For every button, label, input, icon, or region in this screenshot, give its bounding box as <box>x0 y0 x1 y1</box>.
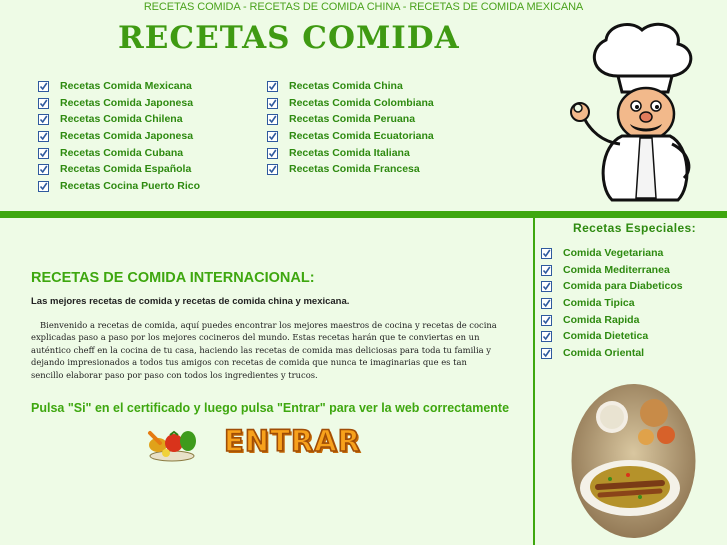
site-title: RECETAS COMIDA <box>118 20 460 56</box>
category-link[interactable] <box>38 95 200 112</box>
category-label[interactable]: Recetas Comida Francesa <box>289 163 420 176</box>
category-link[interactable] <box>38 111 200 128</box>
category-label[interactable]: Recetas Comida Ecuatoriana <box>289 130 434 143</box>
special-label[interactable]: Comida para Diabeticos <box>563 280 683 293</box>
checkbox-checked-icon <box>38 181 49 192</box>
specials-list <box>541 245 683 362</box>
special-label[interactable]: Comida Tipica <box>563 297 635 310</box>
category-link[interactable] <box>267 78 434 95</box>
category-list-right <box>267 78 434 178</box>
enter-button[interactable]: ENTRAR <box>224 424 361 458</box>
special-label[interactable]: Comida Rapida <box>563 313 640 326</box>
special-link[interactable] <box>541 295 683 312</box>
category-label[interactable]: Recetas Comida Italiana <box>289 146 410 159</box>
checkbox-checked-icon <box>541 298 552 309</box>
category-link[interactable] <box>267 95 434 112</box>
category-link[interactable] <box>267 111 434 128</box>
top-link-separator: - <box>240 1 250 13</box>
category-link[interactable] <box>38 178 200 195</box>
special-label[interactable]: Comida Vegetariana <box>563 247 664 259</box>
special-link[interactable] <box>541 262 683 279</box>
header-divider <box>0 211 727 218</box>
category-label[interactable]: Recetas Comida Mexicana <box>60 80 192 92</box>
special-link[interactable] <box>541 328 683 345</box>
checkbox-checked-icon <box>541 248 552 259</box>
body-text: Bienvenido a recetas de comida, aquí puedes encontrar los mejores maestros de cocina y recetas de cocina explicadas paso a paso por los mejores cocineros del mundo. Estas recetas harán que te conviertas en un auténtico cheff en la cocina de tu casa, haciendo las recetas de comida mas deliciosas para toda tu familia y dejando impresionados a todos tus amigos con recetas de comida que nunca te imaginarias que es tan sencillo elaborar paso por paso con todos los ingredientes y trucos. <box>31 320 497 380</box>
checkbox-checked-icon <box>267 164 278 175</box>
checkbox-checked-icon <box>267 131 278 142</box>
special-label[interactable]: Comida Mediterranea <box>563 263 670 276</box>
category-label[interactable]: Recetas Comida Japonesa <box>60 130 194 143</box>
category-list-left <box>38 78 200 195</box>
checkbox-checked-icon <box>267 114 278 125</box>
top-link-separator: - <box>399 1 410 13</box>
category-link[interactable] <box>267 128 434 145</box>
vegetables-logo <box>144 423 200 463</box>
lead-text: Las mejores recetas de comida y recetas de comida china y mexicana. <box>31 296 350 307</box>
category-link[interactable] <box>267 161 434 178</box>
special-label[interactable]: Comida Dietetica <box>563 330 649 343</box>
category-label[interactable]: Recetas Comida Japonesa <box>60 96 194 109</box>
main-heading: RECETAS DE COMIDA INTERNACIONAL: <box>31 270 315 286</box>
category-link[interactable] <box>38 145 200 162</box>
special-link[interactable] <box>541 312 683 329</box>
checkbox-checked-icon <box>267 98 278 109</box>
checkbox-checked-icon <box>38 81 49 92</box>
checkbox-checked-icon <box>267 148 278 159</box>
category-link[interactable] <box>38 78 200 95</box>
category-link[interactable] <box>38 128 200 145</box>
special-link[interactable] <box>541 278 683 295</box>
category-label[interactable]: Recetas Comida Peruana <box>289 113 416 126</box>
top-link-comida-china[interactable]: RECETAS DE COMIDA CHINA <box>249 1 400 13</box>
category-link[interactable] <box>267 145 434 162</box>
checkbox-checked-icon <box>541 348 552 359</box>
special-link[interactable] <box>541 345 683 362</box>
top-link-recetas-comida[interactable]: RECETAS COMIDA <box>143 1 241 13</box>
checkbox-checked-icon <box>38 131 49 142</box>
checkbox-checked-icon <box>38 98 49 109</box>
category-link[interactable] <box>38 161 200 178</box>
special-link[interactable] <box>541 245 683 262</box>
checkbox-checked-icon <box>541 281 552 292</box>
category-label[interactable]: Recetas Comida China <box>289 80 403 92</box>
checkbox-checked-icon <box>541 265 552 276</box>
checkbox-checked-icon <box>38 148 49 159</box>
checkbox-checked-icon <box>38 164 49 175</box>
checkbox-checked-icon <box>541 315 552 326</box>
food-photo <box>570 383 697 539</box>
special-label[interactable]: Comida Oriental <box>563 347 645 360</box>
certificate-instruction: Pulsa "Si" en el certificado y luego pulsa "Entrar" para ver la web correctamente <box>31 401 510 415</box>
specials-title: Recetas Especiales: <box>573 221 697 235</box>
checkbox-checked-icon <box>267 81 278 92</box>
checkbox-checked-icon <box>541 331 552 342</box>
top-link-comida-mexicana[interactable]: RECETAS DE COMIDA MEXICANA <box>409 1 584 13</box>
category-label[interactable]: Recetas Cocina Puerto Rico <box>60 180 201 193</box>
checkbox-checked-icon <box>38 114 49 125</box>
chef-mascot <box>560 18 710 208</box>
category-label[interactable]: Recetas Comida Colombiana <box>289 96 434 109</box>
sidebar-divider <box>533 218 535 545</box>
category-label[interactable]: Recetas Comida Española <box>60 163 192 176</box>
top-links <box>0 0 727 15</box>
category-label[interactable]: Recetas Comida Chilena <box>60 113 183 126</box>
category-label[interactable]: Recetas Comida Cubana <box>60 146 184 159</box>
